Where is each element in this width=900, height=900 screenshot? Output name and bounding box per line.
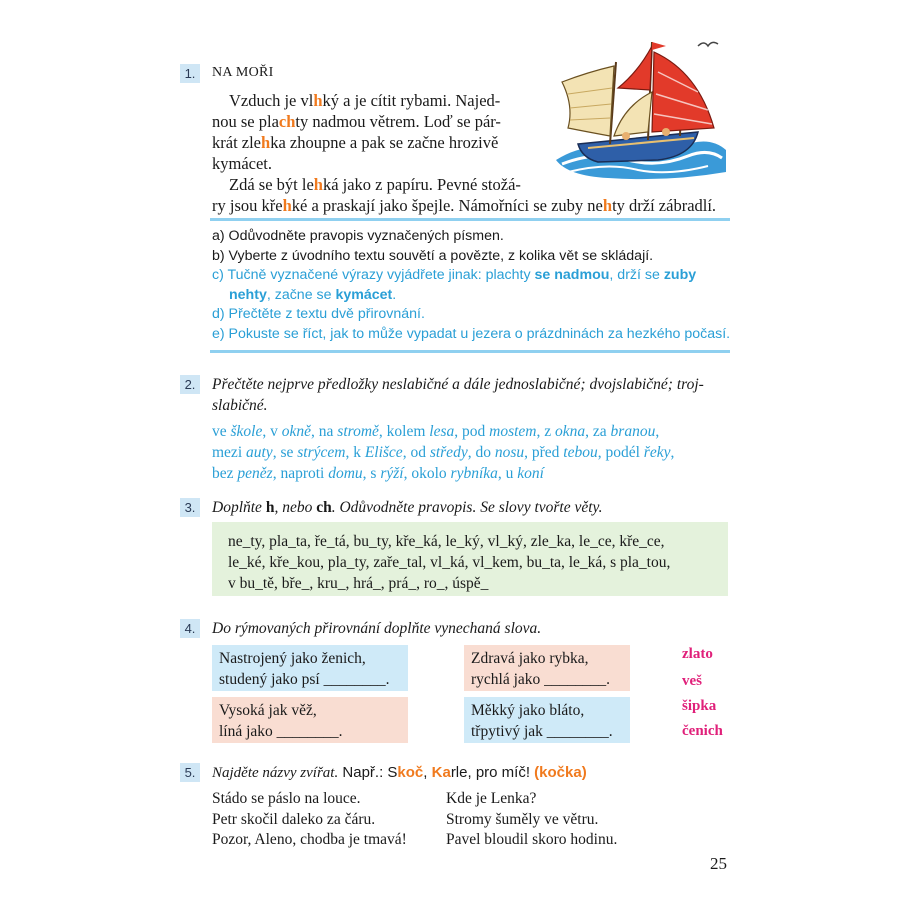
text-run: Např.: S — [338, 764, 398, 781]
text-run: domu — [328, 465, 363, 482]
text-run: , u — [497, 465, 518, 482]
text-run: h — [261, 133, 271, 152]
text-run: a) Odůvodněte pravopis vyznačených písmen. — [212, 228, 504, 244]
text-run: se nadmou — [534, 267, 610, 283]
text-run: auty — [246, 444, 273, 461]
text-run: , začne se — [266, 286, 336, 303]
task-item — [212, 227, 732, 247]
text-run: kymácet. — [212, 154, 273, 173]
text-line — [212, 111, 732, 132]
text-line — [212, 421, 732, 442]
exercise-1-text — [212, 90, 732, 216]
word-option: veš — [682, 673, 702, 689]
text-run: , v — [262, 423, 282, 440]
exercise-number: 4. — [180, 619, 200, 638]
text-line: ne_ty, pla_ta, ře_tá, bu_ty, kře_ká, le_ký, vl_ký, zle_ka, le_ce, kře_ce, — [228, 533, 665, 550]
divider — [210, 350, 730, 353]
text-run: lesa — [429, 423, 455, 440]
text-run: ty drží zábradlí. — [612, 196, 717, 215]
exercise-number: 1. — [180, 64, 200, 83]
text-run: kymácet — [335, 286, 393, 303]
text-line: Nastrojený jako ženich, — [219, 650, 366, 667]
comparison-box — [464, 645, 630, 691]
text-run: řeky — [643, 444, 671, 461]
text-run: h — [282, 196, 292, 215]
text-run: ké a praskají jako špejle. Námořníci se zuby ne — [291, 196, 603, 215]
text-run: koč — [397, 764, 424, 781]
text-run: Elišce — [364, 444, 403, 461]
text-run: nosu — [494, 444, 525, 461]
text-run: koní — [517, 465, 544, 482]
text-run: h — [602, 196, 613, 215]
text-run: ch — [278, 112, 296, 131]
text-run: . — [392, 286, 397, 303]
text-run: , — [423, 764, 432, 781]
sentence: Stromy šuměly ve větru. — [446, 810, 599, 828]
text-run: ch — [316, 499, 332, 516]
text-run: , drží se — [609, 267, 664, 283]
comparison-box — [464, 697, 630, 743]
text-run: ka zhoupne a pak se začne hrozivě — [270, 133, 499, 152]
text-run: , okolo — [403, 465, 451, 482]
text-run: mostem — [489, 423, 537, 440]
text-run: , naproti — [272, 465, 329, 482]
sentence: Pavel bloudil skoro hodinu. — [446, 831, 618, 848]
text-run: , se — [272, 444, 298, 461]
text-run: , do — [467, 444, 495, 461]
exercise-title: NA MOŘI — [212, 65, 274, 80]
task-list — [212, 227, 732, 344]
text-run: středy — [429, 444, 468, 461]
exercise-number: 2. — [180, 375, 200, 394]
text-run: zuby — [663, 267, 697, 283]
comparison-box — [212, 645, 408, 691]
text-line: třpytivý jak ________. — [471, 723, 613, 740]
text-line — [212, 442, 732, 463]
sentence: Petr skočil daleko za čáru. — [212, 810, 376, 828]
comparison-box — [212, 697, 408, 743]
text-run: , od — [402, 444, 430, 461]
text-line: v bu_tě, bře_, kru_, hrá_, prá_, ro_, úspě_ — [228, 575, 489, 592]
prepositions-list — [212, 421, 732, 484]
instruction-line — [212, 762, 587, 784]
text-run: , před — [524, 444, 564, 461]
instruction-line: Přečtěte nejprve předložky neslabičné a dále jednoslabičné; dvojslabičné; troj- — [212, 376, 704, 393]
text-run: . Odůvodněte pravopis. Se slovy tvořte věty. — [331, 499, 603, 516]
text-run: , kolem — [378, 423, 430, 440]
text-run: ký a je cítit rybami. Najed- — [322, 91, 501, 110]
text-run: krát zle — [212, 133, 262, 152]
text-run: nou se pla — [212, 112, 279, 131]
text-run: bez — [212, 465, 238, 482]
text-run: Vzduch je vl — [229, 91, 314, 110]
text-line: Vysoká jak věž, — [219, 702, 317, 719]
divider — [210, 218, 730, 221]
text-line: Měkký jako bláto, — [471, 702, 585, 719]
text-run: okně — [281, 423, 312, 440]
text-line: studený jako psí ________. — [219, 671, 390, 688]
text-run: , s — [362, 465, 381, 482]
text-run: b) Vyberte z úvodního textu souvětí a povězte, z kolika vět se skládají. — [212, 247, 654, 264]
text-line — [212, 195, 732, 216]
text-line — [212, 90, 732, 111]
page-number: 25 — [710, 854, 727, 873]
text-run: d) Přečtěte z textu dvě přirovnání. — [212, 306, 425, 322]
text-run: , podél — [597, 444, 644, 461]
text-run: h — [265, 499, 275, 516]
word-option: čenich — [682, 723, 723, 739]
text-run: rle, pro míč! — [450, 764, 535, 781]
text-run: ry jsou kře — [212, 196, 283, 215]
text-run: , nebo — [274, 499, 317, 516]
text-line — [212, 132, 732, 153]
word-option: zlato — [682, 646, 713, 662]
text-run: Zdá se být le — [229, 175, 314, 194]
text-line: rychlá jako ________. — [471, 671, 611, 688]
exercise-instruction: Do rýmovaných přirovnání doplňte vynechaná slova. — [212, 620, 542, 637]
text-line: Zdravá jako rybka, — [471, 650, 589, 667]
text-run: mezi — [212, 444, 246, 461]
text-run: tebou — [563, 444, 598, 461]
text-line — [212, 174, 732, 195]
text-run: ká jako z papíru. Pevné stožá- — [322, 175, 521, 194]
text-run: c) Tučně vyznačené výrazy vyjádřete jinak: plachty — [212, 267, 535, 283]
text-run: , k — [345, 444, 365, 461]
instruction-line: slabičné. — [212, 397, 268, 414]
text-run: ty nadmou větrem. Loď se pár- — [295, 112, 501, 131]
text-line: líná jako ________. — [219, 723, 343, 740]
text-run: , z — [536, 423, 555, 440]
sentence: Stádo se páslo na louce. — [212, 790, 361, 807]
text-run: , na — [311, 423, 338, 440]
text-run: Ka — [431, 764, 451, 781]
instruction-line — [212, 497, 732, 518]
fill-in-box — [212, 522, 728, 596]
text-run: branou — [610, 423, 656, 440]
exercise-instruction — [212, 374, 732, 416]
sentences-left — [212, 789, 407, 851]
text-run: okna — [555, 423, 586, 440]
text-run: ve — [212, 423, 231, 440]
exercise-number: 5. — [180, 763, 200, 782]
task-item — [212, 325, 732, 345]
text-run: , — [670, 444, 675, 461]
text-run: rýží — [380, 465, 404, 482]
text-run: (kočka) — [534, 764, 587, 781]
sentences-right — [446, 789, 617, 851]
text-line — [212, 463, 732, 484]
text-line — [212, 153, 732, 174]
text-run: rybníka — [450, 465, 498, 482]
text-run: , — [655, 423, 660, 440]
task-item — [212, 266, 732, 286]
exercise-number: 3. — [180, 498, 200, 517]
text-run: h — [313, 175, 323, 194]
exercise-instruction — [212, 497, 732, 518]
exercise-instruction — [212, 762, 587, 784]
text-run: stromě — [337, 423, 379, 440]
text-run: Najděte názvy zvířat. — [212, 765, 339, 781]
text-run: Doplňte — [212, 499, 266, 516]
text-run: , pod — [454, 423, 490, 440]
text-run: h — [313, 91, 323, 110]
task-item — [212, 247, 732, 267]
sentence: Pozor, Aleno, chodba je tmavá! — [212, 831, 407, 848]
task-item — [212, 286, 732, 306]
text-run: škole — [230, 423, 263, 440]
text-line: le_ké, kře_kou, pla_ty, zaře_tal, vl_ká, vl_kem, bu_ta, le_ká, s pla_tou, — [228, 554, 671, 571]
text-run: peněz — [237, 465, 273, 482]
task-item — [212, 305, 732, 325]
text-run: , za — [585, 423, 611, 440]
text-run: strýcem — [297, 444, 346, 461]
text-run: nehty — [229, 286, 267, 303]
word-option: šipka — [682, 698, 717, 714]
text-run: e) Pokuste se říct, jak to může vypadat u jezera o prázdninách za hezkého počasí. — [212, 325, 731, 342]
sentence: Kde je Lenka? — [446, 790, 537, 807]
